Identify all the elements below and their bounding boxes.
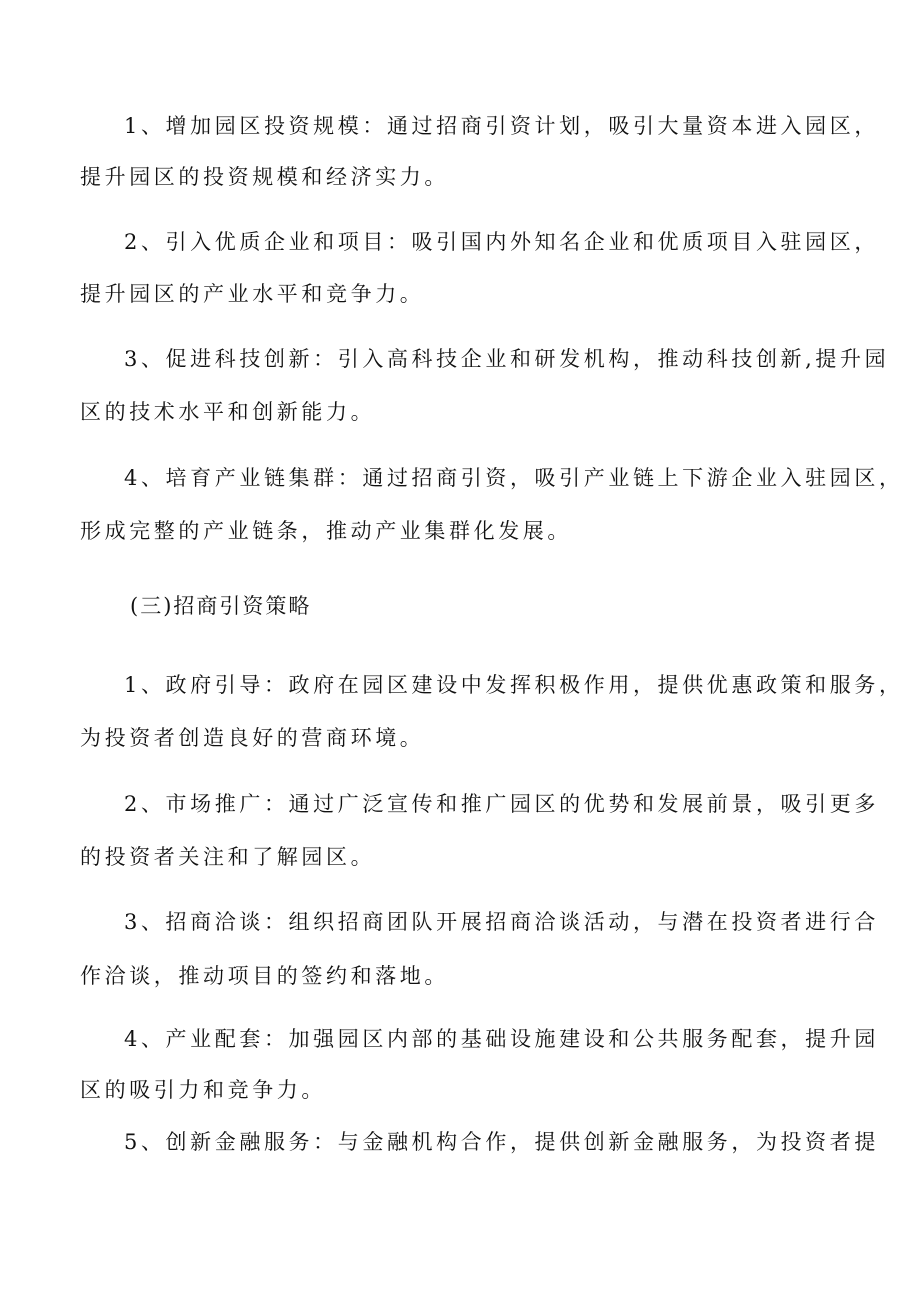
paragraph-line: 区的技术水平和创新能力。 — [80, 400, 376, 424]
paragraph-line: 提升园区的投资规模和经济实力。 — [80, 165, 449, 189]
paragraph-line: 的投资者关注和了解园区。 — [80, 845, 376, 869]
paragraph-line: 为投资者创造良好的营商环境。 — [80, 726, 425, 750]
paragraph-line: 2、市场推广：通过广泛宣传和推广园区的优势和发展前景，吸引更多 — [124, 792, 879, 816]
paragraph-line: 1、增加园区投资规模：通过招商引资计划，吸引大量资本进入园区， — [124, 114, 879, 138]
paragraph-line: 3、招商洽谈：组织招商团队开展招商洽谈活动，与潜在投资者进行合 — [124, 910, 879, 934]
paragraph-line: 提升园区的产业水平和竞争力。 — [80, 282, 425, 306]
paragraph-line: 区的吸引力和竞争力。 — [80, 1078, 326, 1102]
section-heading: (三)招商引资策略 — [130, 594, 312, 618]
paragraph-line: 4、产业配套：加强园区内部的基础设施建设和公共服务配套，提升园 — [124, 1027, 879, 1051]
paragraph-line: 5、创新金融服务：与金融机构合作，提供创新金融服务，为投资者提 — [124, 1130, 879, 1154]
paragraph-line: 1、政府引导：政府在园区建设中发挥积极作用，提供优惠政策和服务， — [124, 673, 904, 697]
paragraph-line: 4、培育产业链集群：通过招商引资，吸引产业链上下游企业入驻园区， — [124, 466, 904, 490]
paragraph-line: 3、促进科技创新：引入高科技企业和研发机构，推动科技创新,提升园 — [124, 347, 890, 371]
paragraph-line: 2、引入优质企业和项目：吸引国内外知名企业和优质项目入驻园区， — [124, 230, 879, 254]
paragraph-line: 形成完整的产业链条，推动产业集群化发展。 — [80, 519, 572, 543]
paragraph-line: 作洽谈，推动项目的签约和落地。 — [80, 964, 449, 988]
